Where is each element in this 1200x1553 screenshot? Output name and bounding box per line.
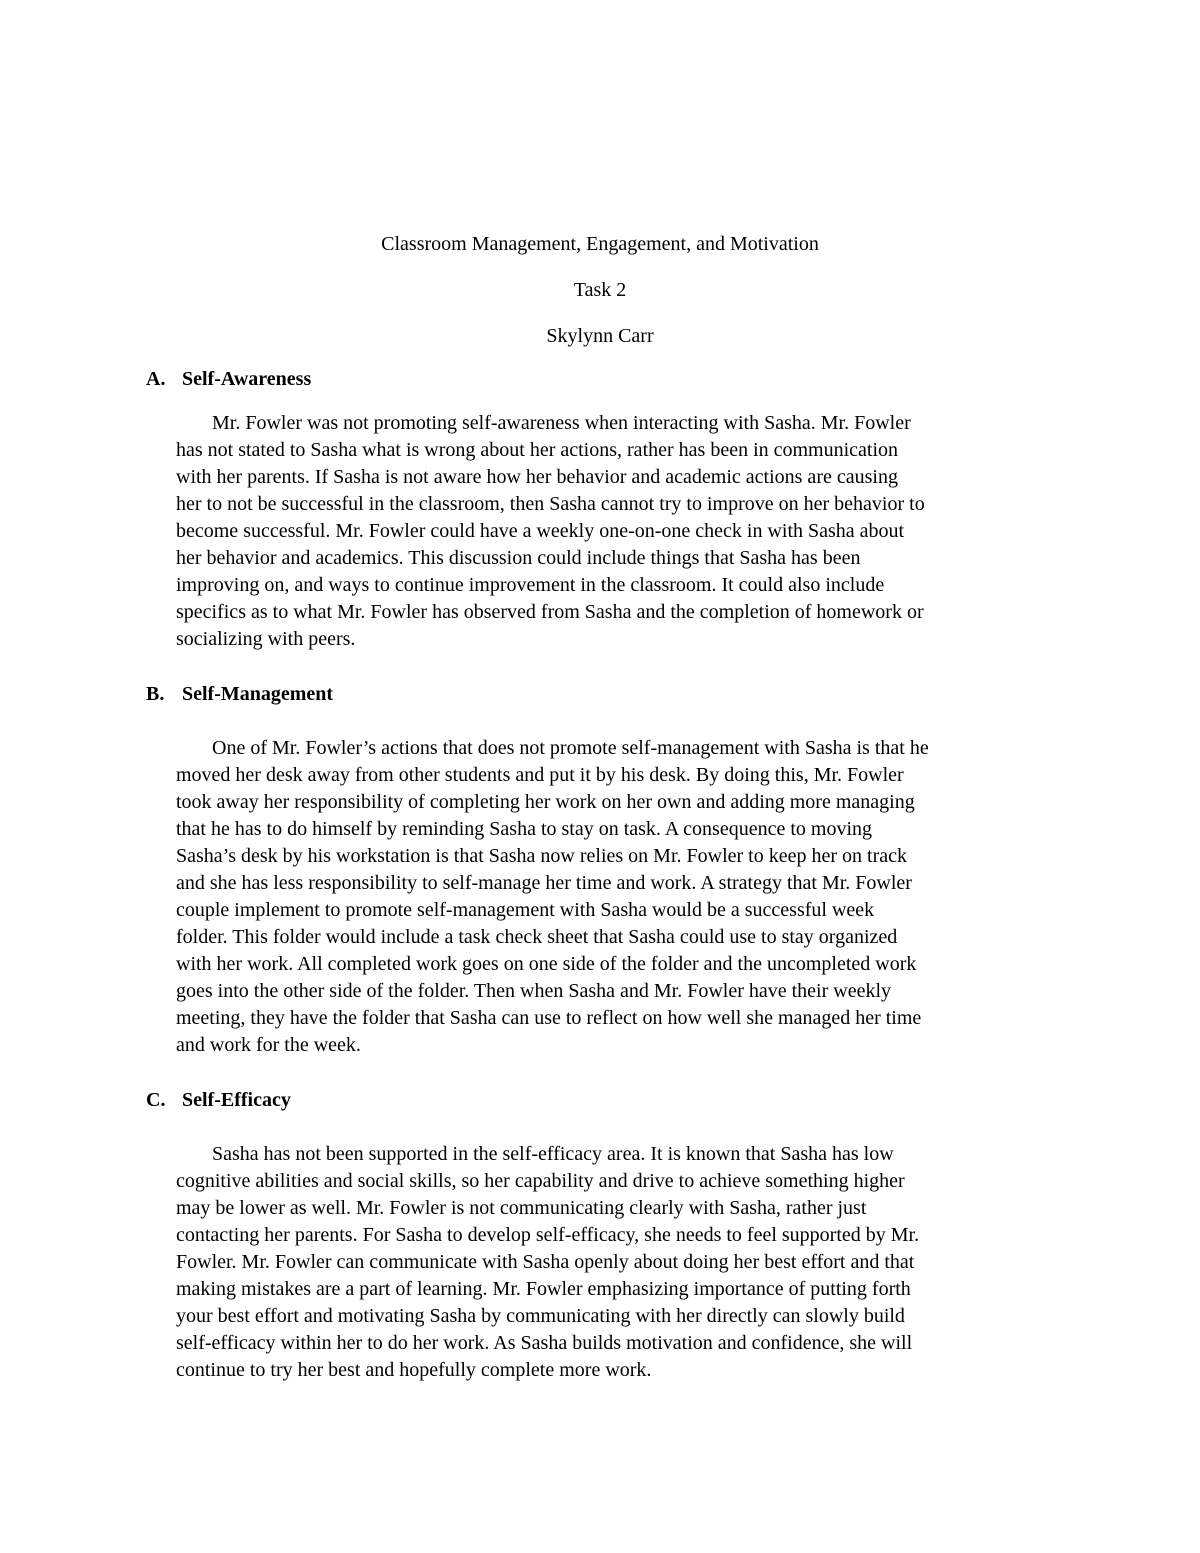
- paragraph-line: making mistakes are a part of learning. Mr. Fowler emphasizing importance of putting forth: [176, 1278, 911, 1300]
- paragraph-line: Fowler. Mr. Fowler can communicate with Sasha openly about doing her best effort and that: [176, 1251, 915, 1273]
- paragraph-line: Sasha’s desk by his workstation is that Sasha now relies on Mr. Fowler to keep her on track: [176, 845, 907, 867]
- paragraph-line: cognitive abilities and social skills, so her capability and drive to achieve something higher: [176, 1170, 905, 1192]
- paragraph-line: continue to try her best and hopefully complete more work.: [176, 1359, 652, 1381]
- author-name: Skylynn Carr: [546, 325, 654, 347]
- document-title: Classroom Management, Engagement, and Motivation: [381, 233, 819, 255]
- section-c-title: Self-Efficacy: [182, 1089, 291, 1111]
- paragraph-line: may be lower as well. Mr. Fowler is not communicating clearly with Sasha, rather just: [176, 1197, 867, 1219]
- section-c-paragraph: [176, 1141, 1066, 1384]
- section-c-heading: [146, 1087, 291, 1113]
- paragraph-line: specifics as to what Mr. Fowler has observed from Sasha and the completion of homework or: [176, 601, 924, 623]
- paragraph-line: goes into the other side of the folder. Then when Sasha and Mr. Fowler have their weekly: [176, 980, 892, 1002]
- section-b-title: Self-Management: [182, 683, 334, 705]
- paragraph-line: her to not be successful in the classroom, then Sasha cannot try to improve on her behavior to: [176, 493, 925, 515]
- section-b-letter: B.: [146, 683, 165, 705]
- paragraph-line: One of Mr. Fowler’s actions that does not promote self-management with Sasha is that he: [212, 737, 929, 759]
- paragraph-line: has not stated to Sasha what is wrong about her actions, rather has been in communication: [176, 439, 899, 461]
- paragraph-line: folder. This folder would include a task check sheet that Sasha could use to stay organized: [176, 926, 898, 948]
- paragraph-line: contacting her parents. For Sasha to develop self-efficacy, she needs to feel supported by Mr.: [176, 1224, 920, 1246]
- paragraph-line: couple implement to promote self-management with Sasha would be a successful week: [176, 899, 875, 921]
- paragraph-line: moved her desk away from other students and put it by his desk. By doing this, Mr. Fowler: [176, 764, 904, 786]
- paragraph-line: Mr. Fowler was not promoting self-awareness when interacting with Sasha. Mr. Fowler: [212, 412, 911, 434]
- paragraph-line: become successful. Mr. Fowler could have a weekly one-on-one check in with Sasha about: [176, 520, 905, 542]
- paragraph-line: meeting, they have the folder that Sasha can use to reflect on how well she managed her time: [176, 1007, 922, 1029]
- section-a-heading: [146, 366, 311, 392]
- paragraph-line: that he has to do himself by reminding Sasha to stay on task. A consequence to moving: [176, 818, 873, 840]
- paragraph-line: took away her responsibility of completing her work on her own and adding more managing: [176, 791, 915, 813]
- paragraph-line: and she has less responsibility to self-manage her time and work. A strategy that Mr. Fowler: [176, 872, 912, 894]
- paragraph-line: her behavior and academics. This discussion could include things that Sasha has been: [176, 547, 861, 569]
- paragraph-line: Sasha has not been supported in the self-efficacy area. It is known that Sasha has low: [212, 1143, 894, 1165]
- section-a-paragraph: [176, 410, 1066, 653]
- paragraph-line: improving on, and ways to continue improvement in the classroom. It could also include: [176, 574, 885, 596]
- section-b-paragraph: [176, 735, 1066, 1059]
- section-b-heading: [146, 681, 333, 707]
- section-a-title: Self-Awareness: [182, 368, 312, 390]
- section-c-letter: C.: [146, 1089, 166, 1111]
- paragraph-line: with her work. All completed work goes on one side of the folder and the uncompleted work: [176, 953, 917, 975]
- paragraph-line: and work for the week.: [176, 1034, 361, 1056]
- paragraph-line: with her parents. If Sasha is not aware how her behavior and academic actions are causing: [176, 466, 898, 488]
- section-a-letter: A.: [146, 368, 166, 390]
- paragraph-line: self-efficacy within her to do her work. As Sasha builds motivation and confidence, she will: [176, 1332, 913, 1354]
- paragraph-line: your best effort and motivating Sasha by communicating with her directly can slowly build: [176, 1305, 905, 1327]
- task-label: Task 2: [573, 279, 627, 301]
- paragraph-line: socializing with peers.: [176, 628, 356, 650]
